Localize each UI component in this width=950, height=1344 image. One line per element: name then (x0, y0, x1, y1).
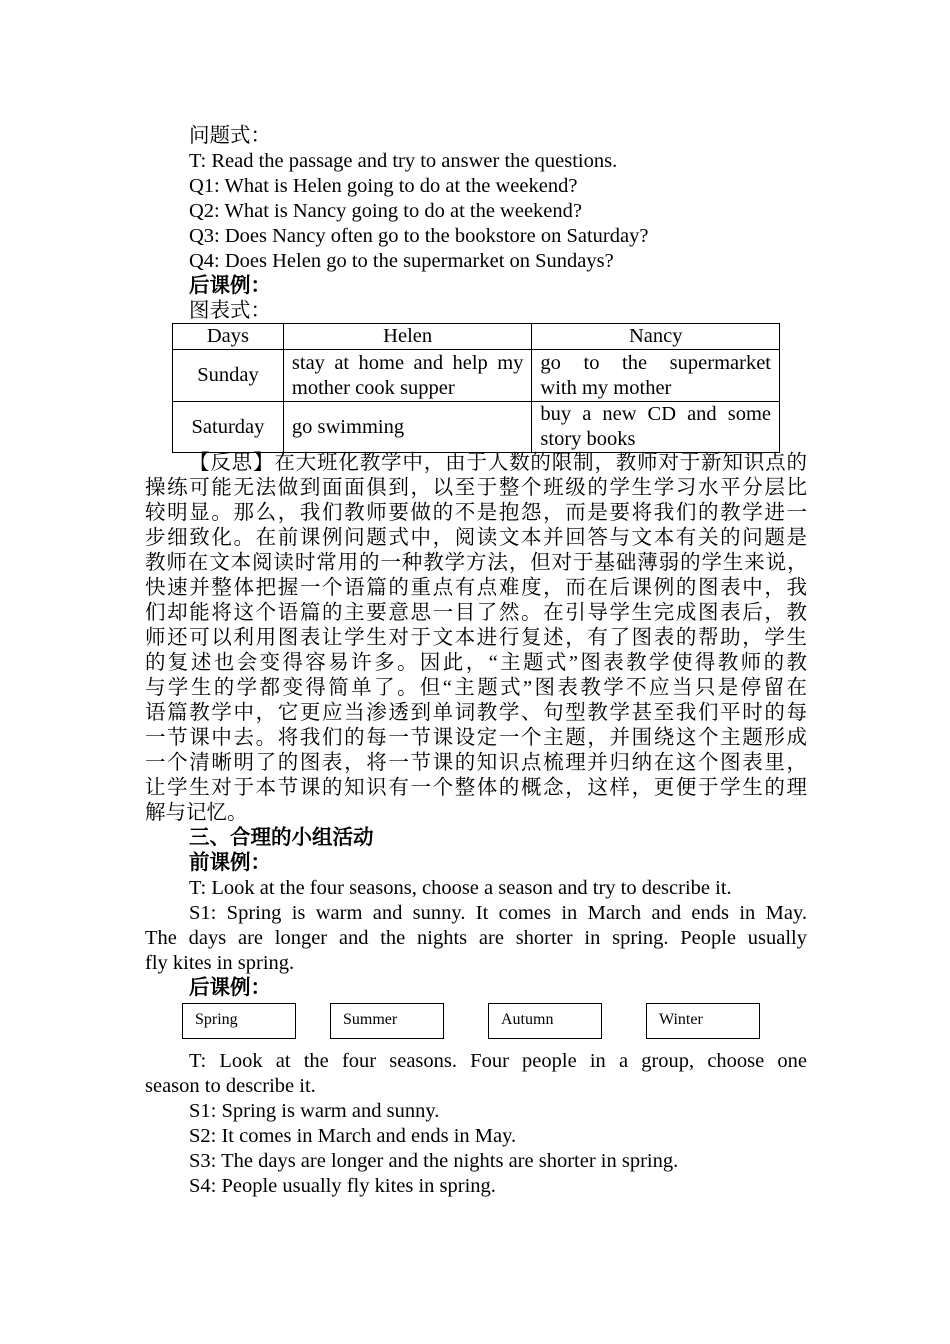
question-2: Q2: What is Nancy going to do at the weekend? (189, 200, 583, 222)
cell-nancy-saturday (532, 402, 780, 453)
reflection-line: 较明显。那么，我们教师要做的不是抱怨，而是要将我们的教学进一 (145, 502, 807, 524)
reflection-line: 的复述也会变得容易许多。因此，“主题式”图表教学使得教师的教 (145, 652, 807, 674)
student-line-s4: S4: People usually fly kites in spring. (189, 1175, 496, 1197)
teacher-instruction: T: Read the passage and try to answer the questions. (189, 150, 618, 172)
reflection-line: 操练可能无法做到面面俱到，以至于整个班级的学生学习水平分层比 (145, 477, 807, 499)
row-day-saturday: Saturday (173, 402, 284, 453)
reflection-line: 步细致化。在前课例问题式中，阅读文本并回答与文本有关的问题是 (145, 527, 807, 549)
student-answer-line: fly kites in spring. (145, 952, 295, 974)
cell-line: stay at home and help my (291, 351, 524, 374)
chart-style-heading: 图表式： (189, 300, 271, 322)
teacher-prompt: T: Look at the four seasons, choose a season and try to describe it. (189, 877, 732, 899)
cell-nancy-sunday (532, 350, 780, 402)
cell-helen-sunday (283, 350, 532, 402)
cell-line: buy a new CD and some (540, 403, 771, 425)
reflection-paragraph (145, 451, 807, 826)
group-activity-block (145, 1049, 807, 1199)
table-row (173, 402, 780, 453)
reflection-line: 一个清晰明了的图表，将一节课的知识点梳理并归纳在这个图表里， (145, 752, 807, 774)
student-line-s3: S3: The days are longer and the nights are shorter in spring. (189, 1150, 679, 1172)
after-lesson-label: 后课例： (189, 275, 271, 297)
cell-helen-saturday (283, 402, 532, 453)
teacher-group-prompt-line: season to describe it. (145, 1075, 316, 1097)
header-days: Days (173, 324, 284, 350)
reflection-line: 们却能将这个语篇的主要意思一目了然。在引导学生完成图表后，教 (145, 602, 807, 624)
teacher-group-prompt-line: T: Look at the four seasons. Four people in a group, choose one (189, 1050, 807, 1072)
season-box-winter: Winter (646, 1003, 760, 1039)
reflection-line: 快速并整体把握一个语篇的重点有点难度，而在后课例的图表中，我 (145, 577, 807, 599)
question-1: Q1: What is Helen going to do at the weekend? (189, 175, 578, 197)
cell-line: go swimming (291, 415, 405, 438)
student-line-s1: S1: Spring is warm and sunny. (189, 1100, 440, 1122)
cell-line: story books (540, 428, 636, 450)
student-line-s2: S2: It comes in March and ends in May. (189, 1125, 517, 1147)
table-header-row (173, 324, 780, 350)
student-answer-line: S1: Spring is warm and sunny. It comes in March and ends in May. (189, 902, 807, 924)
season-box-autumn: Autumn (488, 1003, 602, 1039)
season-box-spring: Spring (182, 1003, 296, 1039)
after-lesson-label-2: 后课例： (189, 977, 271, 999)
cell-line: go to the supermarket (540, 351, 771, 374)
question-example-block (145, 124, 807, 324)
reflection-line: 教师在文本阅读时常用的一种教学方法，但对于基础薄弱的学生来说， (145, 552, 807, 574)
question-style-heading: 问题式： (189, 125, 271, 147)
reflection-line: 解与记忆。 (145, 802, 248, 824)
header-helen: Helen (283, 324, 532, 350)
section-three-block (145, 826, 807, 1001)
reflection-line: 与学生的学都变得简单了。但“主题式”图表教学不应当只是停留在 (145, 677, 807, 699)
before-lesson-label: 前课例： (189, 852, 271, 874)
row-day-sunday: Sunday (173, 350, 284, 402)
weekend-schedule-table (172, 323, 780, 453)
season-box-summer: Summer (330, 1003, 444, 1039)
reflection-line: 师还可以利用图表让学生对于文本进行复述，有了图表的帮助，学生 (145, 627, 807, 649)
reflection-line: 【反思】在大班化教学中，由于人数的限制，教师对于新知识点的 (189, 452, 807, 474)
table-row (173, 350, 780, 402)
section-title: 三、合理的小组活动 (189, 827, 374, 849)
cell-line: with my mother (540, 376, 672, 399)
reflection-line: 语篇教学中，它更应当渗透到单词教学、句型教学甚至我们平时的每 (145, 702, 807, 724)
header-nancy: Nancy (532, 324, 780, 350)
question-3: Q3: Does Nancy often go to the bookstore on Saturday? (189, 225, 649, 247)
question-4: Q4: Does Helen go to the supermarket on Sundays? (189, 250, 614, 272)
cell-line: mother cook supper (291, 376, 455, 399)
reflection-line: 让学生对于本节课的知识有一个整体的概念，这样，更便于学生的理 (145, 777, 807, 799)
student-answer-line: The days are longer and the nights are shorter in spring. People usually (145, 927, 807, 949)
reflection-line: 一节课中去。将我们的每一节课设定一个主题，并围绕这个主题形成 (145, 727, 807, 749)
